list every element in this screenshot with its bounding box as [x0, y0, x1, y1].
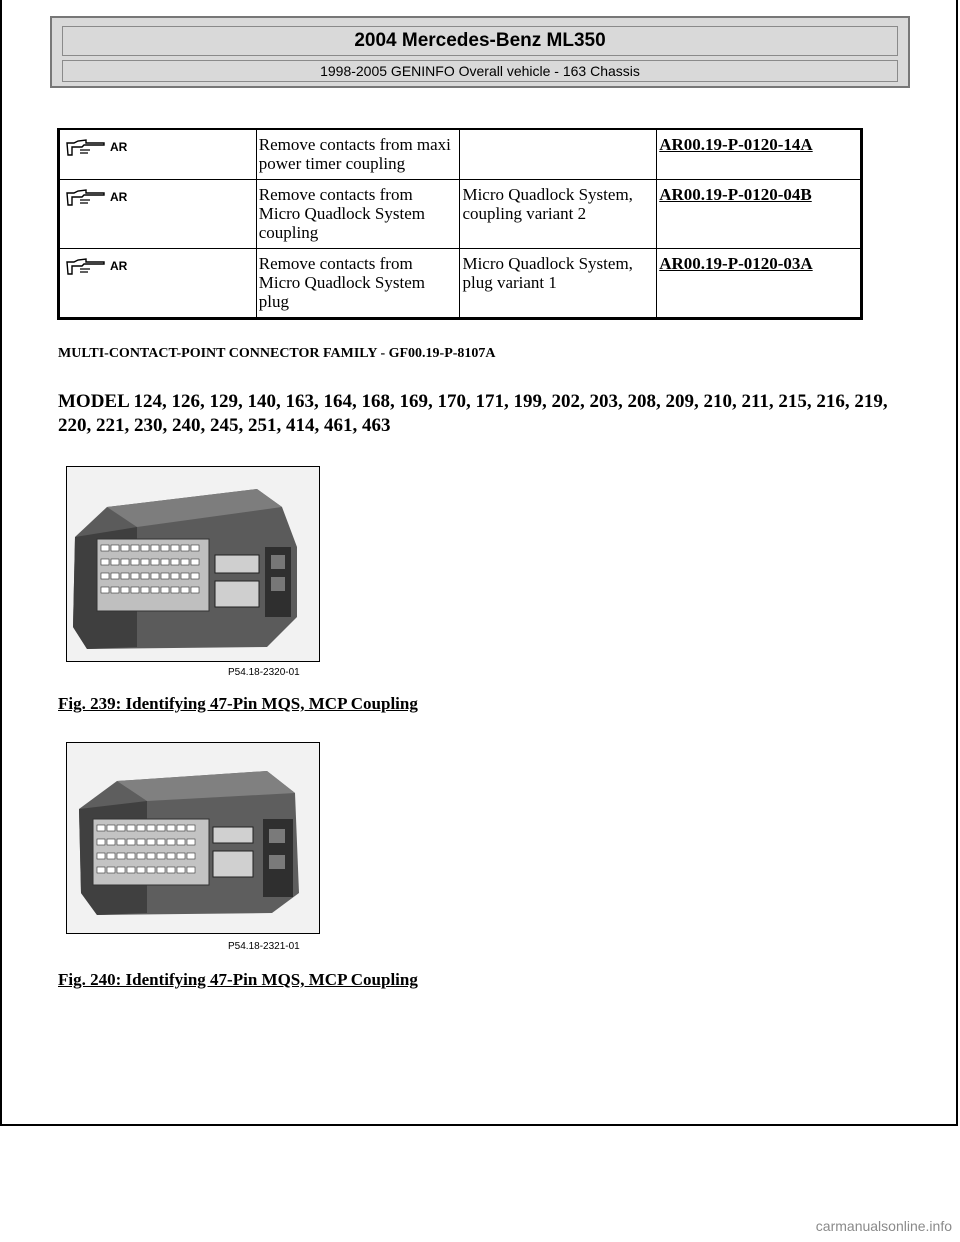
table-row: [59, 129, 862, 180]
ar-link-cell[interactable]: [657, 249, 862, 319]
procedure-table: [57, 128, 863, 320]
connector-figure: [66, 742, 320, 934]
figure-image-code: P54.18-2321-01: [228, 941, 300, 952]
table-row: [59, 249, 862, 319]
ar-hand-icon: AR: [66, 137, 127, 157]
row-description: Remove contacts from Micro Quadlock System plug: [256, 249, 460, 319]
figure-image-code: P54.18-2320-01: [228, 667, 300, 678]
ar-link-cell[interactable]: [657, 180, 862, 249]
figure-caption[interactable]: Fig. 240: Identifying 47-Pin MQS, MCP Coupling: [58, 970, 418, 989]
ar-link-cell[interactable]: [657, 129, 862, 180]
ar-hand-icon: AR: [66, 187, 127, 207]
ar-link[interactable]: AR00.19-P-0120-04B: [659, 185, 812, 204]
connector-figure: [66, 466, 320, 662]
ar-link[interactable]: AR00.19-P-0120-03A: [659, 254, 813, 273]
icon-cell: [59, 129, 257, 180]
document-header: [50, 16, 910, 88]
row-description: Remove contacts from Micro Quadlock System coupling: [256, 180, 460, 249]
row-condition: Micro Quadlock System, plug variant 1: [460, 249, 657, 319]
row-description: Remove contacts from maxi power timer coupling: [256, 129, 460, 180]
header-title: 2004 Mercedes-Benz ML350: [62, 26, 898, 56]
header-subtitle: 1998-2005 GENINFO Overall vehicle - 163 Chassis: [62, 60, 898, 82]
row-condition: [460, 129, 657, 180]
icon-cell: [59, 249, 257, 319]
row-condition: Micro Quadlock System, coupling variant 2: [460, 180, 657, 249]
icon-cell: [59, 180, 257, 249]
ar-link[interactable]: AR00.19-P-0120-14A: [659, 135, 813, 154]
model-title: MODEL 124, 126, 129, 140, 163, 164, 168, 169, 170, 171, 199, 202, 203, 208, 209, 210, 211, 215, 216, 219, 220, 221, 230, 240, 245, 251, 414, 461, 463: [58, 391, 888, 436]
ar-hand-icon: AR: [66, 256, 127, 276]
footer-watermark: carmanualsonline.info: [815, 1218, 952, 1234]
table-row: [59, 180, 862, 249]
figure-caption[interactable]: Fig. 239: Identifying 47-Pin MQS, MCP Coupling: [58, 694, 418, 713]
family-title: MULTI-CONTACT-POINT CONNECTOR FAMILY - GF00.19-P-8107A: [58, 346, 496, 361]
